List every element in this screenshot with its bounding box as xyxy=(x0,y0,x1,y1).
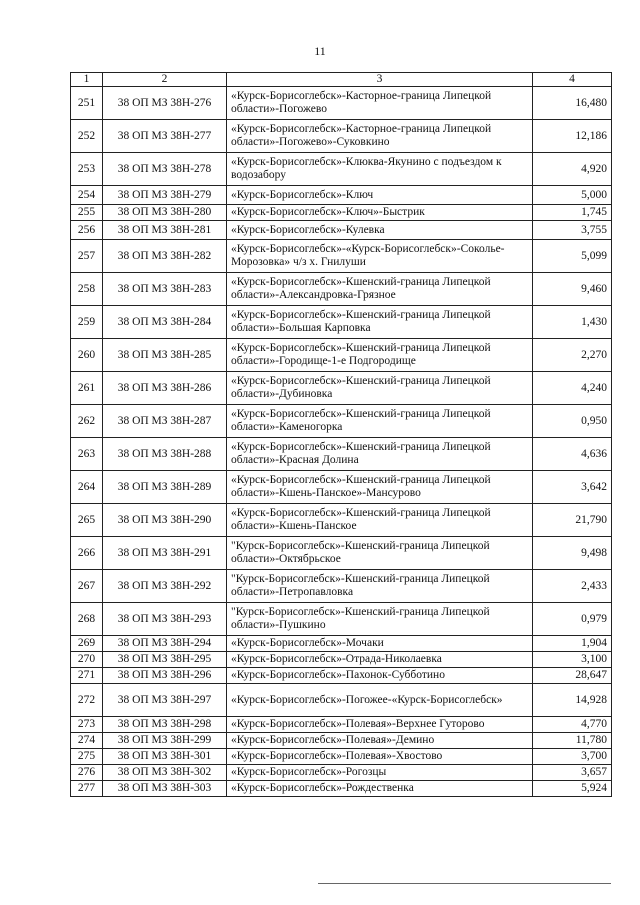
row-number: 258 xyxy=(71,273,103,306)
row-number: 256 xyxy=(71,221,103,240)
table-body xyxy=(71,87,612,797)
row-number: 261 xyxy=(71,372,103,405)
road-name: «Курск-Борисоглебск»-Мочаки xyxy=(227,636,533,652)
row-number: 251 xyxy=(71,87,103,120)
row-number: 273 xyxy=(71,717,103,733)
table-row xyxy=(71,87,612,120)
road-id: 38 ОП МЗ 38Н-293 xyxy=(103,603,227,636)
row-number: 253 xyxy=(71,153,103,186)
row-number: 259 xyxy=(71,306,103,339)
road-name: "Курск-Борисоглебск»-Кшенский-граница Липецкой области»-Октябрьское xyxy=(227,537,533,570)
road-id: 38 ОП МЗ 38Н-281 xyxy=(103,221,227,240)
row-number: 252 xyxy=(71,120,103,153)
row-number: 254 xyxy=(71,186,103,205)
road-id: 38 ОП МЗ 38Н-302 xyxy=(103,765,227,781)
row-number: 268 xyxy=(71,603,103,636)
road-length: 12,186 xyxy=(533,120,612,153)
table-row xyxy=(71,306,612,339)
row-number: 276 xyxy=(71,765,103,781)
road-id: 38 ОП МЗ 38Н-289 xyxy=(103,471,227,504)
table-row xyxy=(71,652,612,668)
road-length: 28,647 xyxy=(533,668,612,684)
road-id: 38 ОП МЗ 38Н-292 xyxy=(103,570,227,603)
row-number: 270 xyxy=(71,652,103,668)
road-length: 4,636 xyxy=(533,438,612,471)
road-name: «Курск-Борисоглебск»-Рогозцы xyxy=(227,765,533,781)
road-length: 0,950 xyxy=(533,405,612,438)
table-row xyxy=(71,372,612,405)
table-row xyxy=(71,717,612,733)
table-row xyxy=(71,781,612,797)
roads-table xyxy=(70,72,612,797)
road-id: 38 ОП МЗ 38Н-297 xyxy=(103,684,227,717)
road-length: 14,928 xyxy=(533,684,612,717)
header-col-1: 1 xyxy=(71,73,103,87)
table-row xyxy=(71,636,612,652)
table-row xyxy=(71,339,612,372)
table-row xyxy=(71,570,612,603)
table-row xyxy=(71,684,612,717)
row-number: 262 xyxy=(71,405,103,438)
road-name: «Курск-Борисоглебск»-Рождественка xyxy=(227,781,533,797)
road-id: 38 ОП МЗ 38Н-303 xyxy=(103,781,227,797)
road-name: «Курск-Борисоглебск»-Полевая»-Верхнее Гуторово xyxy=(227,717,533,733)
road-id: 38 ОП МЗ 38Н-291 xyxy=(103,537,227,570)
header-col-4: 4 xyxy=(533,73,612,87)
table-row xyxy=(71,749,612,765)
road-name: «Курск-Борисоглебск»-«Курск-Борисоглебск»-Соколье-Морозовка» ч/з х. Гнилуши xyxy=(227,240,533,273)
row-number: 255 xyxy=(71,205,103,221)
row-number: 277 xyxy=(71,781,103,797)
road-id: 38 ОП МЗ 38Н-285 xyxy=(103,339,227,372)
table-row xyxy=(71,438,612,471)
road-length: 1,904 xyxy=(533,636,612,652)
road-id: 38 ОП МЗ 38Н-299 xyxy=(103,733,227,749)
road-id: 38 ОП МЗ 38Н-278 xyxy=(103,153,227,186)
table-row xyxy=(71,153,612,186)
table-row xyxy=(71,205,612,221)
road-name: "Курск-Борисоглебск»-Кшенский-граница Липецкой области»-Пушкино xyxy=(227,603,533,636)
road-id: 38 ОП МЗ 38Н-276 xyxy=(103,87,227,120)
table-row xyxy=(71,603,612,636)
road-length: 2,433 xyxy=(533,570,612,603)
row-number: 267 xyxy=(71,570,103,603)
road-id: 38 ОП МЗ 38Н-295 xyxy=(103,652,227,668)
road-id: 38 ОП МЗ 38Н-294 xyxy=(103,636,227,652)
table-row xyxy=(71,668,612,684)
table-row xyxy=(71,733,612,749)
row-number: 272 xyxy=(71,684,103,717)
road-name: "Курск-Борисоглебск»-Кшенский-граница Липецкой области»-Петропавловка xyxy=(227,570,533,603)
header-col-2: 2 xyxy=(103,73,227,87)
road-length: 3,642 xyxy=(533,471,612,504)
road-length: 4,240 xyxy=(533,372,612,405)
row-number: 260 xyxy=(71,339,103,372)
table-row xyxy=(71,240,612,273)
road-name: «Курск-Борисоглебск»-Кшенский-граница Липецкой области»-Красная Долина xyxy=(227,438,533,471)
road-id: 38 ОП МЗ 38Н-286 xyxy=(103,372,227,405)
road-length: 5,924 xyxy=(533,781,612,797)
road-length: 1,745 xyxy=(533,205,612,221)
road-name: «Курск-Борисоглебск»-Кшенский-граница Липецкой области»-Дубиновка xyxy=(227,372,533,405)
road-name: «Курск-Борисоглебск»-Кшенский-граница Липецкой области»-Городище-1-е Подгородище xyxy=(227,339,533,372)
road-name: «Курск-Борисоглебск»-Отрада-Николаевка xyxy=(227,652,533,668)
road-length: 9,460 xyxy=(533,273,612,306)
table-row xyxy=(71,537,612,570)
road-length: 11,780 xyxy=(533,733,612,749)
table-row xyxy=(71,471,612,504)
table-row xyxy=(71,186,612,205)
road-length: 9,498 xyxy=(533,537,612,570)
header-col-3: 3 xyxy=(227,73,533,87)
row-number: 266 xyxy=(71,537,103,570)
road-length: 5,000 xyxy=(533,186,612,205)
table-row xyxy=(71,273,612,306)
road-length: 3,100 xyxy=(533,652,612,668)
road-id: 38 ОП МЗ 38Н-279 xyxy=(103,186,227,205)
table-row xyxy=(71,120,612,153)
table-row xyxy=(71,221,612,240)
road-name: «Курск-Борисоглебск»-Ключ»-Быстрик xyxy=(227,205,533,221)
table-row xyxy=(71,504,612,537)
table-row xyxy=(71,765,612,781)
road-name: «Курск-Борисоглебск»-Кулевка xyxy=(227,221,533,240)
row-number: 275 xyxy=(71,749,103,765)
road-length: 3,755 xyxy=(533,221,612,240)
road-length: 3,700 xyxy=(533,749,612,765)
road-id: 38 ОП МЗ 38Н-277 xyxy=(103,120,227,153)
road-name: «Курск-Борисоглебск»-Кшенский-граница Липецкой области»-Большая Карповка xyxy=(227,306,533,339)
road-name: «Курск-Борисоглебск»-Кшенский-граница Липецкой области»-Кшень-Панское xyxy=(227,504,533,537)
road-name: «Курск-Борисоглебск»-Касторное-граница Липецкой области»-Погожево»-Суковкино xyxy=(227,120,533,153)
road-id: 38 ОП МЗ 38Н-290 xyxy=(103,504,227,537)
road-length: 5,099 xyxy=(533,240,612,273)
row-number: 263 xyxy=(71,438,103,471)
road-length: 3,657 xyxy=(533,765,612,781)
row-number: 274 xyxy=(71,733,103,749)
road-name: «Курск-Борисоглебск»-Полевая»-Хвостово xyxy=(227,749,533,765)
road-name: «Курск-Борисоглебск»-Пахонок-Субботино xyxy=(227,668,533,684)
road-name: «Курск-Борисоглебск»-Кшенский-граница Липецкой области»-Александровка-Грязное xyxy=(227,273,533,306)
road-name: «Курск-Борисоглебск»-Ключ xyxy=(227,186,533,205)
road-id: 38 ОП МЗ 38Н-298 xyxy=(103,717,227,733)
page-number: 11 xyxy=(314,44,326,58)
road-name: «Курск-Борисоглебск»-Кшенский-граница Липецкой области»-Кшень-Панское»-Мансурово xyxy=(227,471,533,504)
road-name: «Курск-Борисоглебск»-Кшенский-граница Липецкой области»-Каменогорка xyxy=(227,405,533,438)
row-number: 265 xyxy=(71,504,103,537)
row-number: 264 xyxy=(71,471,103,504)
table-row xyxy=(71,405,612,438)
road-id: 38 ОП МЗ 38Н-288 xyxy=(103,438,227,471)
road-length: 21,790 xyxy=(533,504,612,537)
road-id: 38 ОП МЗ 38Н-287 xyxy=(103,405,227,438)
road-name: «Курск-Борисоглебск»-Касторное-граница Липецкой области»-Погожево xyxy=(227,87,533,120)
road-name: «Курск-Борисоглебск»-Клюква-Якунино с подъездом к водозабору xyxy=(227,153,533,186)
road-name: «Курск-Борисоглебск»-Погожее-«Курск-Борисоглебск» xyxy=(227,684,533,717)
road-length: 16,480 xyxy=(533,87,612,120)
road-id: 38 ОП МЗ 38Н-282 xyxy=(103,240,227,273)
row-number: 257 xyxy=(71,240,103,273)
road-length: 4,920 xyxy=(533,153,612,186)
road-id: 38 ОП МЗ 38Н-296 xyxy=(103,668,227,684)
road-id: 38 ОП МЗ 38Н-280 xyxy=(103,205,227,221)
table-header-row xyxy=(71,73,612,87)
road-id: 38 ОП МЗ 38Н-284 xyxy=(103,306,227,339)
row-number: 271 xyxy=(71,668,103,684)
road-id: 38 ОП МЗ 38Н-283 xyxy=(103,273,227,306)
road-length: 2,270 xyxy=(533,339,612,372)
road-id: 38 ОП МЗ 38Н-301 xyxy=(103,749,227,765)
road-length: 1,430 xyxy=(533,306,612,339)
road-name: «Курск-Борисоглебск»-Полевая»-Демино xyxy=(227,733,533,749)
road-length: 4,770 xyxy=(533,717,612,733)
row-number: 269 xyxy=(71,636,103,652)
bottom-divider xyxy=(318,883,611,884)
road-length: 0,979 xyxy=(533,603,612,636)
